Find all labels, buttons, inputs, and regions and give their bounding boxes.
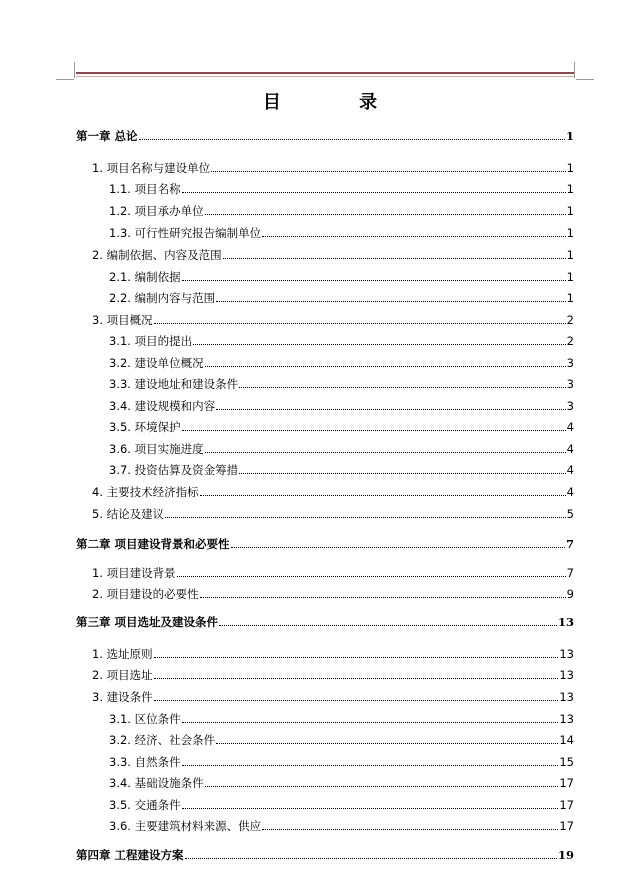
toc-entry-label: 1.3. 可行性研究报告编制单位 [109, 226, 262, 240]
toc-entry-label: 3.5. 交通条件 [109, 798, 181, 812]
toc-entry-page-number: 2 [566, 334, 574, 348]
toc-entry-label: 第一章 总论 [76, 129, 138, 143]
toc-entry-label: 2. 项目选址 [92, 668, 153, 682]
toc-leader-dots [205, 214, 566, 215]
toc-entry-page-number: 1 [566, 291, 574, 305]
toc-leader-dots [182, 722, 559, 723]
toc-subsection-entry[interactable] [109, 377, 574, 391]
toc-leader-dots [223, 258, 566, 259]
toc-chapter-entry[interactable] [76, 615, 574, 629]
toc-entry-page-number: 14 [559, 733, 574, 747]
toc-leader-dots [205, 366, 566, 367]
toc-entry-label: 3. 建设条件 [92, 690, 153, 704]
toc-entry-page-number: 4 [566, 420, 574, 434]
toc-entry-label: 第三章 项目选址及建设条件 [76, 615, 219, 629]
toc-subsection-entry[interactable] [109, 712, 574, 726]
toc-leader-dots [154, 323, 566, 324]
toc-leader-dots [182, 765, 559, 766]
header-corner-mark-right-h [576, 79, 594, 80]
toc-subsection-entry[interactable] [109, 270, 574, 284]
toc-entry-page-number: 4 [566, 485, 574, 499]
toc-entry-page-number: 4 [566, 442, 574, 456]
toc-entry-page-number: 13 [559, 647, 574, 661]
toc-leader-dots [154, 657, 559, 658]
toc-entry-page-number: 13 [557, 615, 574, 629]
toc-entry-page-number: 2 [566, 313, 574, 327]
toc-leader-dots [193, 344, 566, 345]
toc-leader-dots [216, 743, 558, 744]
toc-section-entry[interactable] [92, 587, 574, 601]
toc-entry-page-number: 15 [559, 755, 574, 769]
toc-section-entry[interactable] [92, 507, 574, 521]
toc-section-entry[interactable] [92, 485, 574, 499]
toc-entry-label: 3.1. 区位条件 [109, 712, 181, 726]
toc-entry-page-number: 19 [557, 848, 574, 862]
toc-entry-page-number: 17 [559, 776, 574, 790]
toc-entry-label: 3.6. 主要建筑材料来源、供应 [109, 819, 262, 833]
toc-leader-dots [185, 858, 557, 859]
toc-section-entry[interactable] [92, 313, 574, 327]
toc-entry-label: 第二章 项目建设背景和必要性 [76, 537, 230, 551]
toc-leader-dots [205, 452, 566, 453]
toc-subsection-entry[interactable] [109, 819, 574, 833]
toc-entry-label: 3.4. 基础设施条件 [109, 776, 204, 790]
toc-leader-dots [182, 808, 559, 809]
toc-entry-label: 3.3. 建设地址和建设条件 [109, 377, 239, 391]
toc-leader-dots [200, 597, 566, 598]
toc-subsection-entry[interactable] [109, 356, 574, 370]
toc-subsection-entry[interactable] [109, 420, 574, 434]
toc-entry-page-number: 13 [559, 668, 574, 682]
toc-entry-label: 3.2. 经济、社会条件 [109, 733, 216, 747]
toc-entry-page-number: 3 [566, 377, 574, 391]
toc-entry-page-number: 9 [566, 587, 574, 601]
toc-chapter-entry[interactable] [76, 848, 574, 862]
toc-leader-dots [182, 430, 566, 431]
header-rule [76, 72, 574, 74]
toc-entry-label: 3.5. 环境保护 [109, 420, 181, 434]
toc-entry-label: 2.2. 编制内容与范围 [109, 291, 216, 305]
toc-entry-label: 3.7. 投资估算及资金筹措 [109, 463, 239, 477]
toc-chapter-entry[interactable] [76, 537, 574, 551]
toc-leader-dots [211, 171, 566, 172]
toc-subsection-entry[interactable] [109, 334, 574, 348]
toc-entry-page-number: 13 [559, 690, 574, 704]
toc-entry-label: 3.6. 项目实施进度 [109, 442, 204, 456]
toc-section-entry[interactable] [92, 647, 574, 661]
toc-section-entry[interactable] [92, 161, 574, 175]
toc-entry-label: 5. 结论及建议 [92, 507, 165, 521]
toc-leader-dots [154, 678, 559, 679]
toc-section-entry[interactable] [92, 690, 574, 704]
toc-entry-label: 第四章 工程建设方案 [76, 848, 184, 862]
toc-entry-label: 3.1. 项目的提出 [109, 334, 193, 348]
toc-entry-page-number: 1 [565, 129, 574, 143]
toc-entry-label: 2. 项目建设的必要性 [92, 587, 199, 601]
toc-entry-label: 2. 编制依据、内容及范围 [92, 248, 222, 262]
header-corner-mark-right-v [574, 62, 575, 78]
toc-entry-page-number: 1 [566, 248, 574, 262]
toc-subsection-entry[interactable] [109, 291, 574, 305]
toc-entry-label: 3.2. 建设单位概况 [109, 356, 204, 370]
toc-leader-dots [182, 280, 566, 281]
toc-subsection-entry[interactable] [109, 733, 574, 747]
header-corner-mark-left-h [56, 79, 74, 80]
toc-leader-dots [219, 625, 557, 626]
toc-subsection-entry[interactable] [109, 226, 574, 240]
toc-entry-page-number: 5 [566, 507, 574, 521]
toc-entry-label: 3.3. 自然条件 [109, 755, 181, 769]
toc-entry-page-number: 4 [566, 463, 574, 477]
toc-leader-dots [139, 139, 565, 140]
toc-entry-page-number: 1 [566, 226, 574, 240]
toc-entry-page-number: 1 [566, 182, 574, 196]
header-corner-mark-left-v [74, 62, 75, 78]
header-rule-thin [76, 76, 574, 77]
toc-entry-label: 2.1. 编制依据 [109, 270, 181, 284]
toc-subsection-entry[interactable] [109, 798, 574, 812]
toc-leader-dots [216, 409, 566, 410]
toc-subsection-entry[interactable] [109, 442, 574, 456]
toc-leader-dots [239, 387, 566, 388]
toc-entry-label: 1. 选址原则 [92, 647, 153, 661]
toc-entry-page-number: 3 [566, 399, 574, 413]
toc-subsection-entry[interactable] [109, 755, 574, 769]
toc-entry-page-number: 1 [566, 270, 574, 284]
toc-leader-dots [262, 236, 566, 237]
toc-entry-page-number: 1 [566, 204, 574, 218]
toc-entry-label: 3.4. 建设规模和内容 [109, 399, 216, 413]
toc-subsection-entry[interactable] [109, 204, 574, 218]
toc-entry-label: 4. 主要技术经济指标 [92, 485, 199, 499]
toc-entry-page-number: 7 [566, 566, 574, 580]
toc-leader-dots [262, 829, 558, 830]
page-title: 目 录 [262, 92, 414, 113]
toc-entry-label: 3. 项目概况 [92, 313, 153, 327]
toc-entry-page-number: 1 [566, 161, 574, 175]
toc-leader-dots [154, 700, 559, 701]
toc-subsection-entry[interactable] [109, 776, 574, 790]
toc-entry-page-number: 3 [566, 356, 574, 370]
toc-chapter-entry[interactable] [76, 129, 574, 143]
toc-entry-label: 1.2. 项目承办单位 [109, 204, 204, 218]
toc-subsection-entry[interactable] [109, 399, 574, 413]
toc-leader-dots [182, 192, 566, 193]
toc-leader-dots [216, 301, 566, 302]
toc-entry-label: 1.1. 项目名称 [109, 182, 181, 196]
toc-leader-dots [205, 786, 559, 787]
toc-entry-page-number: 13 [559, 712, 574, 726]
toc-leader-dots [231, 547, 565, 548]
toc-entry-label: 1. 项目名称与建设单位 [92, 161, 211, 175]
toc-leader-dots [239, 473, 566, 474]
toc-subsection-entry[interactable] [109, 463, 574, 477]
toc-section-entry[interactable] [92, 248, 574, 262]
toc-entry-label: 1. 项目建设背景 [92, 566, 176, 580]
toc-entry-page-number: 7 [565, 537, 574, 551]
toc-entry-page-number: 17 [559, 798, 574, 812]
toc-section-entry[interactable] [92, 566, 574, 580]
toc-section-entry[interactable] [92, 668, 574, 682]
toc-leader-dots [200, 495, 566, 496]
toc-subsection-entry[interactable] [109, 182, 574, 196]
toc-leader-dots [177, 576, 566, 577]
toc-entry-page-number: 17 [559, 819, 574, 833]
toc-leader-dots [165, 517, 566, 518]
